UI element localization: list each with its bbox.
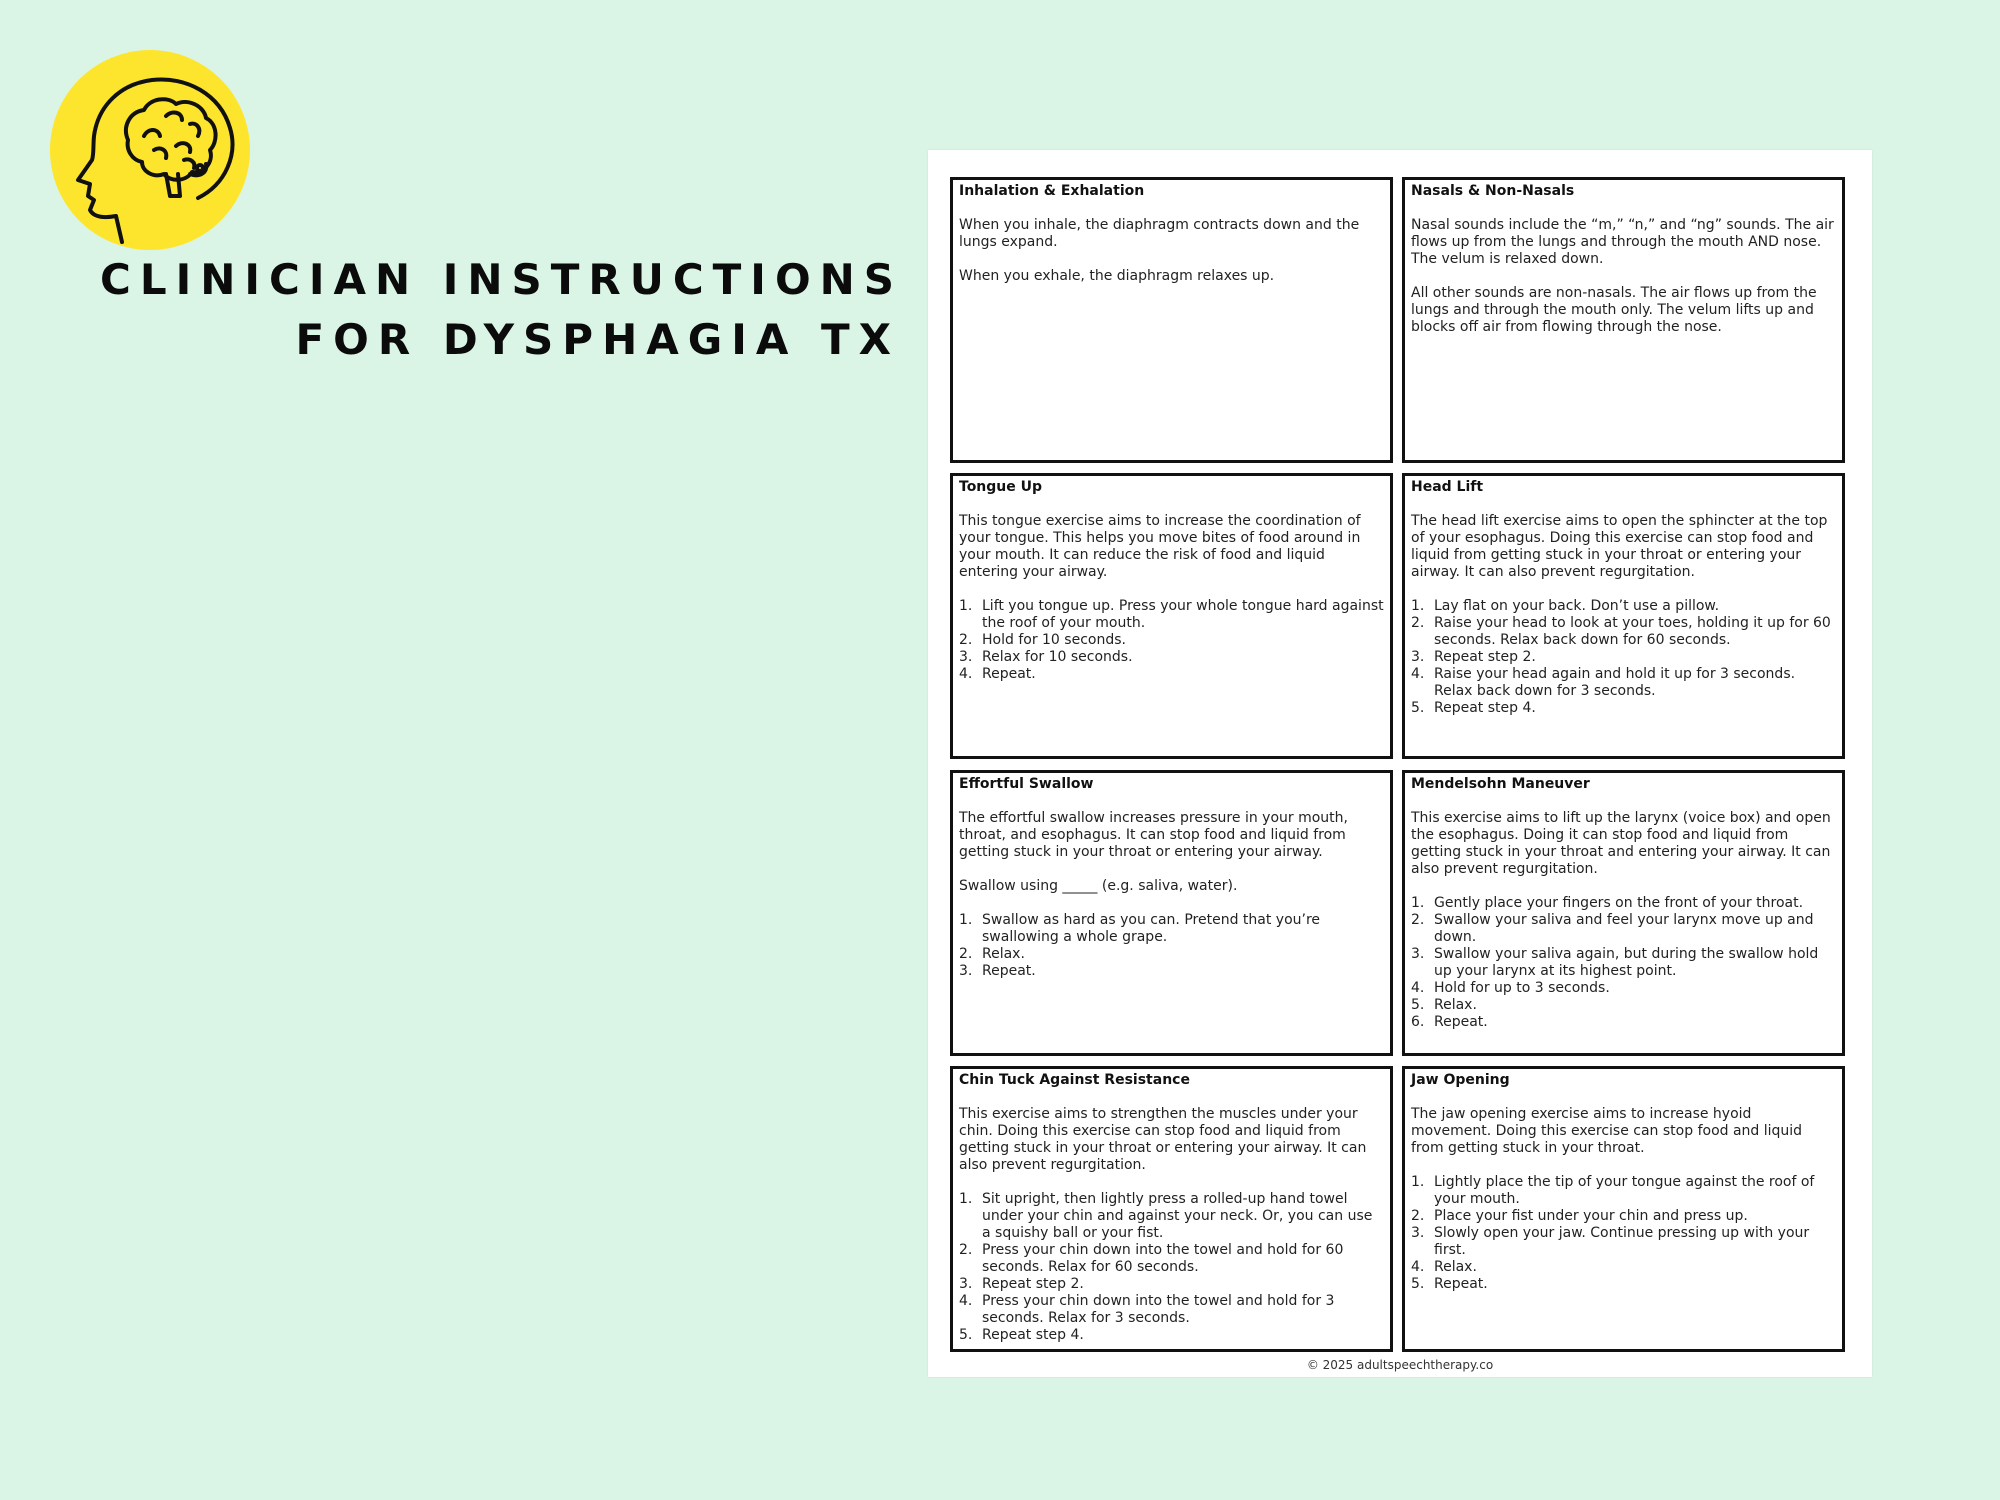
exercise-step: [959, 1327, 1384, 1344]
exercise-step: [1411, 649, 1836, 666]
exercise-steps-list: [959, 912, 1384, 980]
exercise-card-description: This tongue exercise aims to increase the coordination of your tongue. This helps you move bites of food around in your mouth. It can reduce the risk of food and liquid entering your airway.: [959, 513, 1361, 580]
step-text: Lay flat on your back. Don’t use a pillow.: [1434, 598, 1720, 614]
exercise-card-description: Swallow using _____ (e.g. saliva, water).: [959, 878, 1238, 894]
step-number: 3.: [959, 963, 973, 979]
step-number: 3.: [1411, 649, 1425, 665]
exercise-step: [1411, 980, 1836, 997]
step-number: 3.: [959, 1276, 973, 1292]
step-number: 4.: [959, 1293, 973, 1309]
step-text: Swallow your saliva and feel your larynx move up and down.: [1434, 912, 1814, 945]
step-number: 1.: [1411, 598, 1425, 614]
exercise-card-description: This exercise aims to lift up the larynx (voice box) and open the esophagus. Doing it can stop food and liquid from getting stuck in your throat and entering your airway. It can also prevent regurgitation.: [1411, 810, 1831, 877]
exercise-step: [959, 649, 1384, 666]
step-text: Repeat.: [1434, 1014, 1488, 1030]
step-text: Relax.: [1434, 997, 1477, 1013]
exercise-step: [959, 598, 1384, 632]
step-text: Relax.: [1434, 1259, 1477, 1275]
exercise-step: [959, 666, 1384, 683]
step-text: Press your chin down into the towel and hold for 3 seconds. Relax for 3 seconds.: [982, 1293, 1335, 1326]
exercise-card: [950, 177, 1393, 463]
step-text: Place your fist under your chin and press up.: [1434, 1208, 1748, 1224]
exercise-card-title: Mendelsohn Maneuver: [1411, 776, 1590, 792]
exercise-card-title: Tongue Up: [959, 479, 1043, 495]
exercise-steps-list: [1411, 895, 1836, 1031]
step-text: Press your chin down into the towel and hold for 60 seconds. Relax for 60 seconds.: [982, 1242, 1344, 1275]
step-text: Repeat step 2.: [982, 1276, 1084, 1292]
exercise-card-description: When you exhale, the diaphragm relaxes up.: [959, 268, 1275, 284]
exercise-card-description: The jaw opening exercise aims to increase hyoid movement. Doing this exercise can stop food and liquid from getting stuck in your throat.: [1411, 1106, 1803, 1156]
step-text: Raise your head to look at your toes, holding it up for 60 seconds. Relax back down for 60 seconds.: [1434, 615, 1831, 648]
brain-head-icon: [50, 50, 250, 250]
step-number: 5.: [959, 1327, 973, 1343]
step-text: Repeat.: [982, 963, 1036, 979]
step-text: Lift you tongue up. Press your whole tongue hard against the roof of your mouth.: [982, 598, 1384, 631]
exercise-step: [959, 912, 1384, 946]
step-text: Hold for 10 seconds.: [982, 632, 1126, 648]
exercise-step: [1411, 1208, 1836, 1225]
exercise-step: [1411, 1174, 1836, 1208]
exercise-card-title: Jaw Opening: [1411, 1072, 1510, 1088]
page-title: [100, 250, 904, 370]
step-text: Repeat step 2.: [1434, 649, 1536, 665]
exercise-card-description: Nasal sounds include the “m,” “n,” and “ng” sounds. The air flows up from the lungs and through the mouth AND nose. The velum is relaxed down.: [1411, 217, 1834, 267]
exercise-step: [959, 946, 1384, 963]
step-number: 2.: [1411, 615, 1425, 631]
step-number: 2.: [1411, 1208, 1425, 1224]
step-number: 3.: [1411, 1225, 1425, 1241]
exercise-card: [950, 1066, 1393, 1352]
exercise-step: [1411, 598, 1836, 615]
exercise-card-title: Chin Tuck Against Resistance: [959, 1072, 1190, 1088]
step-text: Hold for up to 3 seconds.: [1434, 980, 1610, 996]
step-text: Sit upright, then lightly press a rolled-up hand towel under your chin and against your neck. Or, you can use a squishy ball or your fist.: [982, 1191, 1373, 1241]
exercise-card: [1402, 473, 1845, 759]
exercise-card-title: Inhalation & Exhalation: [959, 183, 1145, 199]
exercise-step: [1411, 895, 1836, 912]
exercise-step: [1411, 912, 1836, 946]
step-text: Swallow your saliva again, but during the swallow hold up your larynx at its highest point.: [1434, 946, 1819, 979]
exercise-card: [1402, 177, 1845, 463]
step-number: 6.: [1411, 1014, 1425, 1030]
exercise-step: [1411, 1276, 1836, 1293]
page-title-line-1: CLINICIAN INSTRUCTIONS: [100, 255, 904, 304]
step-text: Repeat.: [1434, 1276, 1488, 1292]
exercise-card-description: When you inhale, the diaphragm contracts down and the lungs expand.: [959, 217, 1360, 250]
step-number: 2.: [1411, 912, 1425, 928]
step-text: Raise your head again and hold it up for 3 seconds. Relax back down for 3 seconds.: [1434, 666, 1796, 699]
step-text: Gently place your fingers on the front of your throat.: [1434, 895, 1804, 911]
exercise-step: [1411, 997, 1836, 1014]
exercise-steps-list: [959, 1191, 1384, 1344]
exercise-card-description: This exercise aims to strengthen the muscles under your chin. Doing this exercise can stop food and liquid from getting stuck in your throat or entering your airway. It can also prevent regurgitation.: [959, 1106, 1367, 1173]
step-number: 1.: [959, 598, 973, 614]
exercise-card: [950, 473, 1393, 759]
exercise-step: [1411, 1225, 1836, 1259]
step-number: 2.: [959, 1242, 973, 1258]
exercise-step: [1411, 946, 1836, 980]
step-number: 1.: [1411, 1174, 1425, 1190]
step-number: 5.: [1411, 1276, 1425, 1292]
exercise-card-title: Effortful Swallow: [959, 776, 1094, 792]
exercise-card-description: The head lift exercise aims to open the sphincter at the top of your esophagus. Doing this exercise can stop food and liquid from getting stuck in your throat or entering your airway. It can also prevent regurgitation.: [1411, 513, 1828, 580]
worksheet-page: [928, 150, 1872, 1377]
exercise-step: [959, 1276, 1384, 1293]
exercise-card-title: Head Lift: [1411, 479, 1484, 495]
exercise-step: [1411, 1259, 1836, 1276]
step-text: Repeat step 4.: [1434, 700, 1536, 716]
exercise-step: [959, 1191, 1384, 1242]
exercise-steps-list: [1411, 1174, 1836, 1293]
exercise-step: [1411, 615, 1836, 649]
step-number: 1.: [959, 1191, 973, 1207]
step-number: 4.: [1411, 1259, 1425, 1275]
exercise-card: [1402, 770, 1845, 1056]
step-number: 4.: [959, 666, 973, 682]
step-text: Repeat.: [982, 666, 1036, 682]
step-number: 4.: [1411, 980, 1425, 996]
step-number: 5.: [1411, 700, 1425, 716]
step-text: Slowly open your jaw. Continue pressing up with your first.: [1434, 1225, 1810, 1258]
exercise-card-title: Nasals & Non-Nasals: [1411, 183, 1575, 199]
step-number: 2.: [959, 632, 973, 648]
exercise-step: [959, 1293, 1384, 1327]
step-number: 3.: [959, 649, 973, 665]
exercise-step: [1411, 1014, 1836, 1031]
step-text: Swallow as hard as you can. Pretend that you’re swallowing a whole grape.: [982, 912, 1321, 945]
step-text: Repeat step 4.: [982, 1327, 1084, 1343]
exercise-card: [950, 770, 1393, 1056]
exercise-card: [1402, 1066, 1845, 1352]
exercise-steps-list: [1411, 598, 1836, 717]
exercise-card-description: All other sounds are non-nasals. The air flows up from the lungs and through the mouth only. The velum lifts up and blocks off air from flowing through the nose.: [1411, 285, 1817, 335]
step-text: Relax for 10 seconds.: [982, 649, 1133, 665]
step-number: 5.: [1411, 997, 1425, 1013]
exercise-card-description: The effortful swallow increases pressure in your mouth, throat, and esophagus. It can stop food and liquid from getting stuck in your throat or entering your airway.: [959, 810, 1348, 860]
exercise-step: [1411, 700, 1836, 717]
step-number: 1.: [959, 912, 973, 928]
copyright-footer: © 2025 adultspeechtherapy.co: [1306, 1358, 1494, 1372]
exercise-step: [959, 632, 1384, 649]
step-number: 1.: [1411, 895, 1425, 911]
page-title-line-2: FOR DYSPHAGIA TX: [295, 315, 900, 364]
step-number: 2.: [959, 946, 973, 962]
step-number: 4.: [1411, 666, 1425, 682]
exercise-step: [959, 1242, 1384, 1276]
step-text: Lightly place the tip of your tongue against the roof of your mouth.: [1434, 1174, 1815, 1207]
exercise-steps-list: [959, 598, 1384, 683]
exercise-step: [1411, 666, 1836, 700]
step-text: Relax.: [982, 946, 1025, 962]
exercise-step: [959, 963, 1384, 980]
logo: [50, 50, 250, 250]
step-number: 3.: [1411, 946, 1425, 962]
